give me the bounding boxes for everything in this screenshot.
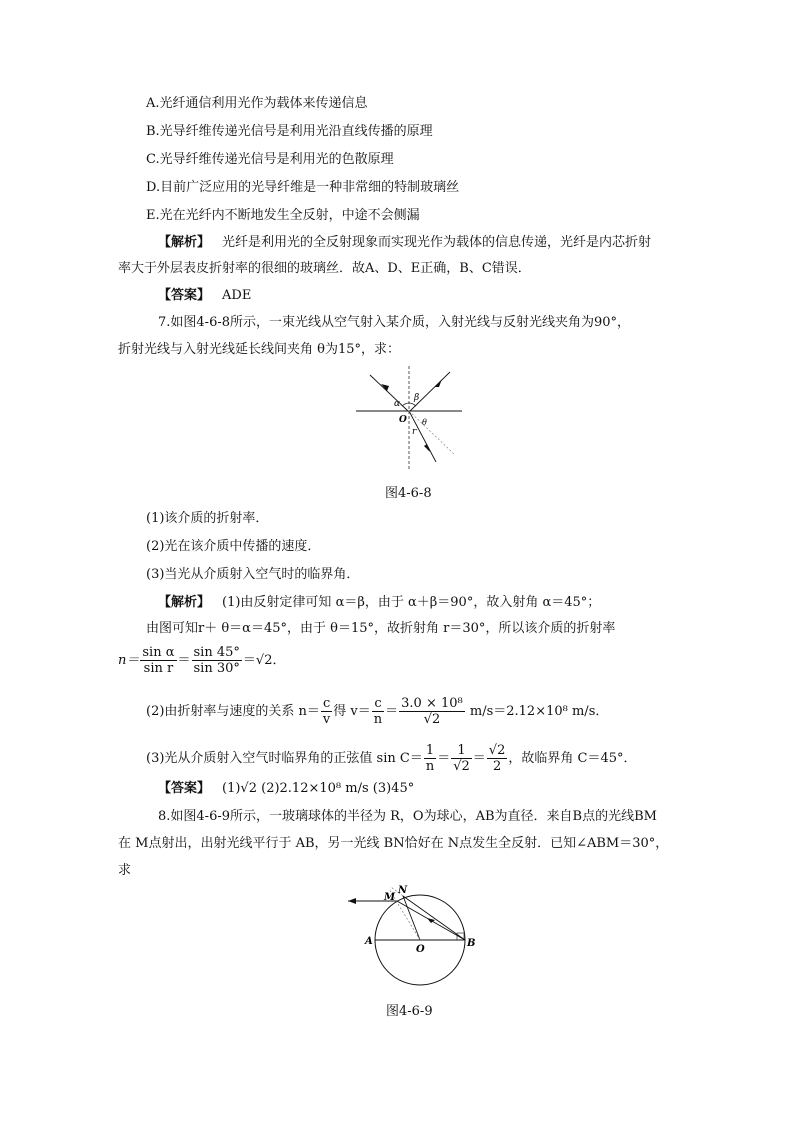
q6-analysis-line-1: [158, 234, 651, 252]
label-o: O: [399, 415, 407, 425]
fraction: $\frac{\text{sin α}}{\text{sin r}}$: [142, 645, 175, 676]
label-m: M: [384, 892, 396, 903]
label-b: B: [467, 938, 476, 949]
q7-answer-line: [158, 780, 414, 798]
reflected-ray: [410, 372, 450, 411]
q7-solution-line-2: 由图可知r＋ θ＝α＝45°，由于 θ＝15°，故折射角 r＝30°，所以该介质的折射率: [146, 621, 616, 636]
q6-answer-line: [158, 287, 251, 305]
q7-sub-1: (1)该介质的折射率．: [146, 511, 269, 526]
figure-4-6-8-caption: 图4-6-8: [385, 486, 432, 501]
fraction: $\frac{1}{n}$: [425, 743, 435, 774]
option-d: D.目前广泛应用的光导纤维是一种非常细的特制玻璃丝: [146, 180, 460, 195]
label-n: N: [398, 885, 408, 896]
incident-arrow-icon: [381, 384, 389, 391]
exit-ray-arrow-icon: [348, 898, 356, 904]
option-e: E.光在光纤内不断地发生全反射，中途不会侧漏: [146, 208, 420, 223]
label-o: O: [416, 944, 425, 955]
q7-solution-speed: (2)由折射率与速度的关系 n＝ $\frac{c}{v}$ 得 v＝ $\frac{c}{n}$ ＝ $\frac{\text{3.0 × 10⁸}}{√2}$ m/s＝2.12×10⁸ m/s．: [146, 696, 609, 727]
answer-tag: 【答案】: [158, 288, 211, 303]
option-b: B.光导纤维传递光信号是利用光沿直线传播的原理: [146, 124, 433, 139]
option-c: C.光导纤维传递光信号是利用光的色散原理: [146, 152, 394, 167]
label-theta: θ: [422, 418, 427, 427]
q7-answer-text: (1)√2 (2)2.12×10⁸ m/s (3)45°: [222, 781, 415, 796]
option-a: A.光纤通信利用光作为载体来传递信息: [146, 96, 368, 111]
q6-answer-text: ADE: [222, 288, 252, 303]
figure-4-6-9: [345, 885, 480, 995]
q6-analysis-text-1: 光纤是利用光的全反射现象而实现光作为载体的信息传递，光纤是内芯折射: [222, 235, 652, 250]
q8-stem-line-2: 在 M点射出，出射光线平行于 AB，另一光线 BN恰好在 N点发生全反射．已知∠ABM＝30°，: [118, 836, 669, 851]
q7-stem-line-1: 7.如图4-6-8所示，一束光线从空气射入某介质，入射光线与反射光线夹角为90°，: [158, 315, 631, 330]
q7-solution-line-1: [158, 594, 600, 612]
fraction: $\frac{√2}{2}$: [488, 743, 506, 774]
fraction: $\frac{\text{3.0 × 10⁸}}{√2}$: [401, 696, 463, 727]
fraction: $\frac{c}{v}$: [322, 696, 331, 727]
answer-tag: 【答案】: [158, 781, 211, 796]
fraction: $\frac{\sin 45^\circ}{\sin 30^\circ}$: [193, 645, 240, 676]
label-r: r: [412, 427, 417, 437]
q6-analysis-line-2: 率大于外层表皮折射率的很细的玻璃丝．故A、D、E正确，B、C错误．: [118, 261, 531, 276]
q8-stem-line-1: 8.如图4-6-9所示，一玻璃球体的半径为 R，O为球心，AB为直径．来自B点的光线BM: [158, 809, 657, 824]
label-a: A: [365, 936, 373, 947]
analysis-tag: 【解析】: [158, 235, 211, 250]
q7-solution-text-1: (1)由反射定律可知 α＝β，由于 α＋β＝90°，故入射角 α＝45°；: [222, 595, 601, 610]
analysis-tag: 【解析】: [158, 595, 211, 610]
q7-stem-line-2: 折射光线与入射光线延长线间夹角 θ为15°，求：: [118, 342, 401, 357]
reflected-ray-n: [403, 896, 420, 940]
label-beta: β: [414, 393, 420, 403]
refracted-arrow-icon: [424, 444, 430, 452]
fraction: $\frac{1}{√2}$: [453, 743, 470, 774]
q7-sub-3: (3)当光从介质射入空气时的临界角．: [146, 567, 360, 582]
q7-solution-critical-angle: (3)光从介质射入空气时临界角的正弦值 sin C＝ $\frac{1}{n}$ ＝ $\frac{1}{√2}$ ＝ $\frac{√2}{2}$ ，故临界角 C＝45°．: [146, 743, 637, 774]
q8-stem-line-3: 求: [118, 863, 132, 878]
ray-bn: [403, 896, 465, 940]
q7-sub-2: (2)光在该介质中传播的速度．: [146, 539, 321, 554]
figure-4-6-8: [356, 366, 466, 476]
label-alpha: α: [394, 399, 401, 409]
q7-solution-refractive-index: n＝ $\frac{\text{sin α}}{\text{sin r}}$ ＝ $\frac{\sin 45^\circ}{\sin 30^\circ}$ ＝√2．: [118, 645, 286, 676]
fraction: $\frac{c}{n}$: [373, 696, 383, 727]
figure-4-6-9-caption: 图4-6-9: [386, 1004, 433, 1019]
